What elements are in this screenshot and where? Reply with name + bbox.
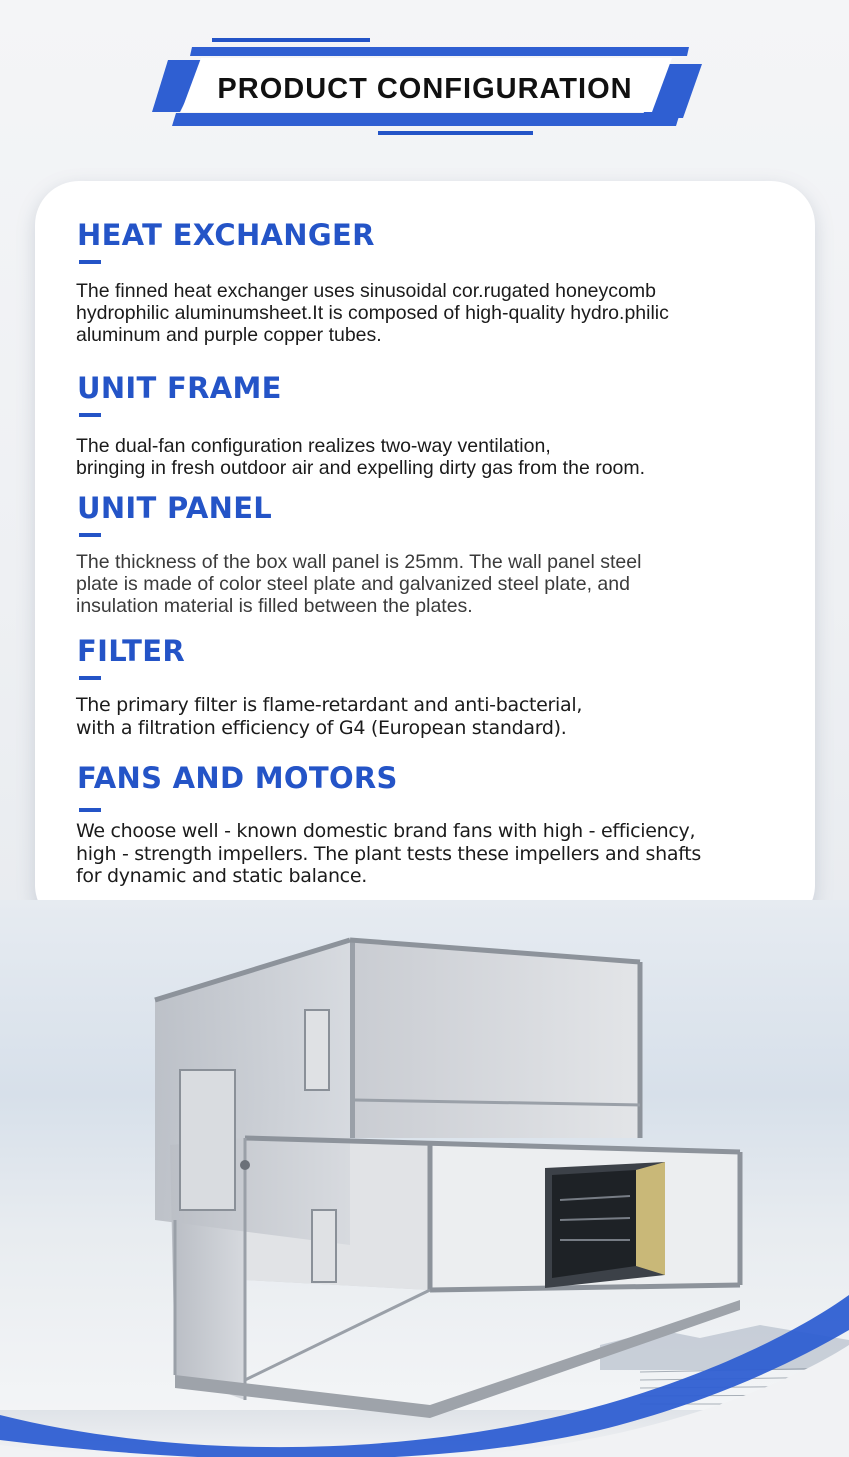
section-text-heat-exchanger: The finned heat exchanger uses sinusoidal cor.rugated honeycomb hydrophilic aluminumsheet.It is composed of high-quality hydro.philic aluminum and purple copper tubes. [76,280,669,346]
page-title: PRODUCT CONFIGURATION [217,72,633,105]
product-image-air-handling-unit [0,900,849,1457]
heading-underline [79,676,101,680]
section-heading-fans-and-motors: FANS AND MOTORS [77,761,398,795]
heading-underline [79,413,101,417]
heading-underline [79,808,101,812]
section-text-fans-and-motors: We choose well - known domestic brand fans with high - efficiency, high - strength impellers. The plant tests these impellers and shafts for dynamic and static balance. [76,820,702,887]
section-heading-unit-panel: UNIT PANEL [77,491,273,525]
section-text-unit-frame: The dual-fan configuration realizes two-way ventilation, bringing in fresh outdoor air and expelling dirty gas from the room. [76,435,646,479]
heading-underline [79,260,101,264]
heading-underline [79,533,101,537]
section-heading-filter: FILTER [77,634,186,668]
section-heading-unit-frame: UNIT FRAME [77,371,282,405]
section-text-filter: The primary filter is flame-retardant and anti-bacterial, with a filtration efficiency of G4 (European standard). [76,694,583,739]
section-text-unit-panel: The thickness of the box wall panel is 25mm. The wall panel steel plate is made of color steel plate and galvanized steel plate, and insulation material is filled between the plates. [76,551,642,617]
section-heading-heat-exchanger: HEAT EXCHANGER [77,218,375,252]
section-banner [0,0,849,150]
